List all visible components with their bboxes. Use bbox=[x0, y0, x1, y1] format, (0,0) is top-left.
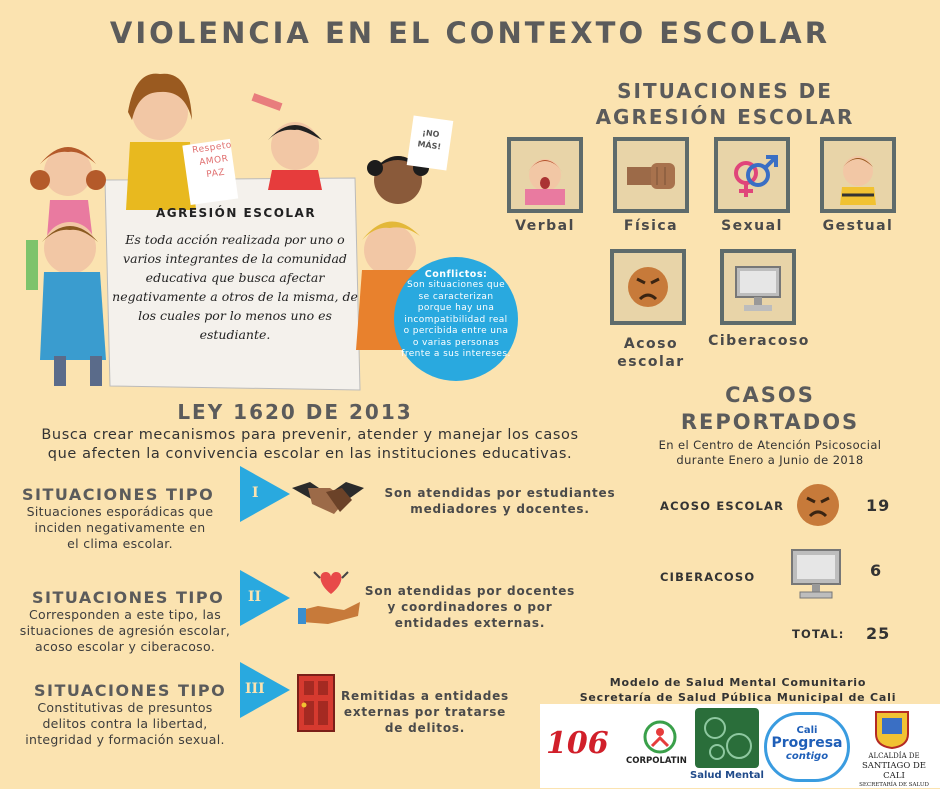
tipo-3-desc-line: delitos contra la libertad, bbox=[42, 716, 208, 731]
conflictos-bubble bbox=[394, 257, 518, 381]
progresa-text: Progresa bbox=[771, 735, 843, 751]
tipo-1-resp-line: mediadores y docentes. bbox=[410, 502, 590, 516]
handshake-icon bbox=[290, 474, 366, 524]
casos-sub bbox=[630, 438, 910, 468]
situaciones-heading-line: AGRESIÓN ESCOLAR bbox=[595, 105, 855, 129]
ley-text bbox=[0, 426, 620, 464]
conflictos-text: Son situaciones que se caracterizan porque hay una incompatibilidad real o percibida entre una o varias personas frente a sus intereses. bbox=[401, 280, 511, 359]
tipo-3-desc bbox=[0, 700, 250, 748]
gender-symbols-icon bbox=[722, 145, 782, 205]
tipo-1-resp-line: Son atendidas por estudiantes bbox=[384, 486, 616, 500]
tipo-3-desc-line: integridad y formación sexual. bbox=[25, 732, 225, 747]
tipo-1-desc bbox=[0, 504, 240, 552]
alcaldia-line: ALCALDÍA DE bbox=[868, 752, 920, 760]
sign-left bbox=[188, 139, 241, 184]
label-fisica: Física bbox=[623, 218, 679, 234]
corpolatin-logo-icon bbox=[643, 720, 677, 754]
logo-strip bbox=[540, 704, 940, 788]
casos-total-label: TOTAL: bbox=[792, 627, 845, 641]
casos-heading-line: CASOS bbox=[725, 383, 815, 407]
crying-boy-icon bbox=[828, 145, 888, 205]
banner-text: Es toda acción realizada por uno o varios integrantes de la comunidad educativa que busca afectar negativamente a otros de la misma, de los cuales por lo menos uno es estudiante. bbox=[112, 232, 358, 342]
logo-106: 106 bbox=[546, 726, 609, 761]
tipo-3-heading: SITUACIONES TIPO bbox=[34, 681, 227, 700]
tipo-2-resp-line: Son atendidas por docentes bbox=[364, 584, 576, 598]
tipo-3-resp-line: Remitidas a entidades bbox=[340, 689, 510, 703]
tile-fisica bbox=[613, 137, 689, 213]
door-icon bbox=[296, 673, 336, 733]
logo-salud-mental: Salud Mental bbox=[690, 770, 764, 781]
sign-text: PAZ bbox=[205, 167, 226, 181]
logo-corpolatin: CORPOLATIN bbox=[626, 756, 687, 766]
situaciones-heading bbox=[560, 78, 890, 130]
label-sexual: Sexual bbox=[721, 218, 783, 234]
tipo-2-desc-line: situaciones de agresión escolar, bbox=[19, 623, 231, 638]
computer-monitor-icon bbox=[790, 548, 842, 600]
conflictos-heading: Conflictos: bbox=[424, 269, 488, 280]
tile-sexual bbox=[714, 137, 790, 213]
label-acoso-line: escolar bbox=[617, 354, 685, 370]
tipo-2-heading: SITUACIONES TIPO bbox=[32, 588, 225, 607]
casos-row-label: ACOSO ESCOLAR bbox=[660, 499, 785, 513]
tipo-2-desc-line: acoso escolar y ciberacoso. bbox=[35, 639, 215, 654]
tile-verbal bbox=[507, 137, 583, 213]
casos-row-label: CIBERACOSO bbox=[660, 570, 756, 584]
angry-face-icon bbox=[618, 257, 678, 317]
ley-line: que afecten la convivencia escolar en las instituciones educativas. bbox=[47, 446, 573, 462]
tipo-1-desc-line: inciden negativamente en bbox=[34, 520, 206, 535]
spiral-pattern-icon bbox=[695, 708, 759, 768]
cali-text: Cali bbox=[796, 725, 818, 736]
casos-row-value: 19 bbox=[866, 496, 891, 515]
tipo-2-desc-line: Corresponden a este tipo, las bbox=[28, 607, 222, 622]
footer-line: Modelo de Salud Mental Comunitario bbox=[609, 676, 867, 689]
computer-monitor-icon bbox=[728, 257, 788, 317]
tipo-1-heading: SITUACIONES TIPO bbox=[22, 485, 215, 504]
casos-sub-line: En el Centro de Atención Psicosocial bbox=[658, 438, 882, 452]
tipo-1-desc-line: el clima escolar. bbox=[67, 536, 173, 551]
tipo-3-desc-line: Constitutivas de presuntos bbox=[37, 700, 213, 715]
casos-sub-line: durante Enero a Junio de 2018 bbox=[676, 453, 864, 467]
situaciones-heading-line: SITUACIONES DE bbox=[617, 79, 833, 103]
sign-text: Respeto bbox=[191, 140, 233, 156]
tipo-2-desc bbox=[0, 607, 250, 655]
tipo-2-resp bbox=[360, 583, 580, 631]
tipo-3-resp bbox=[340, 688, 510, 736]
sign-text: ¡NO bbox=[421, 127, 441, 140]
alcaldia-text bbox=[852, 752, 936, 789]
casos-heading bbox=[650, 382, 890, 436]
sign-text: MÁS! bbox=[416, 139, 442, 152]
label-gestual: Gestual bbox=[822, 218, 894, 234]
tipo-1-desc-line: Situaciones esporádicas que bbox=[26, 504, 214, 519]
contigo-text: contigo bbox=[785, 751, 829, 762]
page-title: VIOLENCIA EN EL CONTEXTO ESCOLAR bbox=[109, 16, 831, 50]
sign-text: AMOR bbox=[198, 154, 230, 168]
banner-heading: AGRESIÓN ESCOLAR bbox=[155, 206, 317, 220]
tipo-2-resp-line: entidades externas. bbox=[394, 616, 546, 630]
salud-mental-logo bbox=[695, 708, 759, 768]
casos-total-value: 25 bbox=[866, 624, 891, 643]
cali-progresa-logo bbox=[764, 712, 850, 782]
tile-gestual bbox=[820, 137, 896, 213]
alcaldia-line: SANTIAGO DE CALI bbox=[861, 761, 927, 781]
footer-credit bbox=[548, 675, 928, 705]
heart-hand-icon bbox=[298, 566, 364, 628]
footer-line: Secretaría de Salud Pública Municipal de Cali bbox=[579, 691, 897, 704]
tipo-1-resp bbox=[380, 485, 620, 517]
label-acoso bbox=[596, 335, 706, 371]
tipo-1-arrow bbox=[240, 466, 290, 522]
tile-acoso bbox=[610, 249, 686, 325]
alcaldia-line: SECRETARÍA DE SALUD bbox=[859, 782, 929, 788]
tipo-2-roman: II bbox=[248, 589, 262, 605]
tile-ciberacoso bbox=[720, 249, 796, 325]
alcaldia-shield-icon bbox=[874, 710, 910, 750]
tipo-3-resp-line: de delitos. bbox=[384, 721, 466, 735]
ley-line: Busca crear mecanismos para prevenir, atender y manejar los casos bbox=[41, 427, 579, 443]
tipo-1-roman: I bbox=[252, 485, 259, 501]
label-acoso-line: Acoso bbox=[623, 336, 679, 352]
angry-face-icon bbox=[796, 483, 840, 527]
fist-icon bbox=[621, 145, 681, 205]
tipo-3-roman: III bbox=[245, 681, 265, 697]
ley-heading: LEY 1620 DE 2013 bbox=[177, 400, 413, 424]
tipo-2-resp-line: y coordinadores o por bbox=[387, 600, 553, 614]
casos-heading-line: REPORTADOS bbox=[680, 410, 860, 434]
label-verbal: Verbal bbox=[515, 218, 575, 234]
label-ciberacoso: Ciberacoso bbox=[708, 333, 810, 349]
screaming-girl-icon bbox=[515, 145, 575, 205]
casos-row-value: 6 bbox=[870, 561, 883, 580]
tipo-3-resp-line: externas por tratarse bbox=[343, 705, 507, 719]
